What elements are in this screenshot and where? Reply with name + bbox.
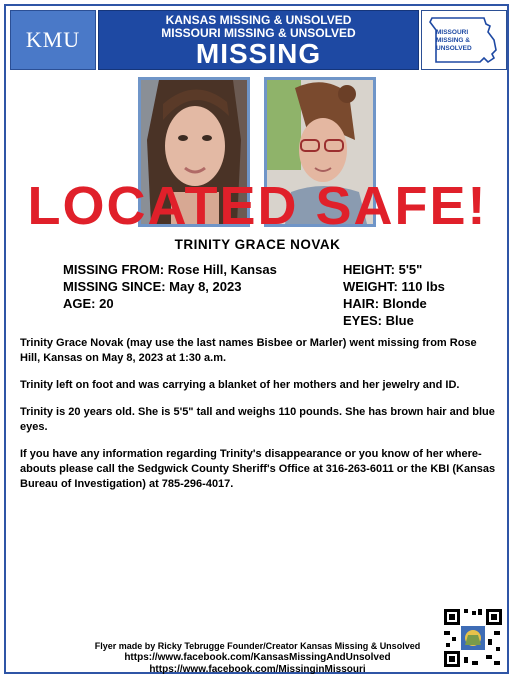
kmu-logo	[10, 10, 96, 70]
missing-from: MISSING FROM: Rose Hill, Kansas	[63, 262, 277, 277]
header-title: MISSING	[195, 38, 322, 69]
weight: WEIGHT: 110 lbs	[343, 279, 445, 294]
located-safe-banner: LOCATED SAFE!	[27, 176, 488, 236]
hair: HAIR: Blonde	[343, 296, 427, 311]
facebook-link-kansas[interactable]: https://www.facebook.com/KansasMissingAndUnsolved	[124, 652, 391, 663]
flyer-credit: Flyer made by Ricky Tebrugge Founder/Creator Kansas Missing & Unsolved	[94, 641, 421, 651]
eyes: EYES: Blue	[343, 313, 414, 328]
age: AGE: 20	[63, 296, 114, 311]
footer	[0, 641, 515, 676]
qr-code[interactable]	[442, 607, 504, 669]
header-line-kansas: KANSAS MISSING & UNSOLVED	[165, 13, 352, 27]
paragraph-left-on-foot: Trinity left on foot and was carrying a blanket of her mothers and her jewelry and ID.	[20, 379, 460, 391]
paragraph-contact: If you have any information regarding Trinity's disappearance or you know of her where-abouts please call the Sedgwick County Sheriff's Office at 316-263-6011 or the KBI (Kansas Bureau of Investigation) at 785-296-4017.	[20, 448, 496, 490]
missouri-logo	[421, 10, 507, 70]
facts-right	[343, 261, 445, 329]
person-name: TRINITY GRACE NOVAK	[174, 237, 341, 252]
paragraph-description: Trinity is 20 years old. She is 5'5" tall and weighs 110 pounds. She has brown hair and blue eyes.	[20, 406, 495, 433]
kmu-logo-text: KMU	[25, 27, 81, 52]
description-body	[20, 336, 496, 504]
height: HEIGHT: 5'5"	[343, 262, 423, 277]
missouri-logo-text: MISSOURI MISSING & UNSOLVED	[436, 29, 472, 52]
missing-since: MISSING SINCE: May 8, 2023	[63, 279, 242, 294]
qr-code-icon	[442, 607, 504, 669]
paragraph-missing: Trinity Grace Novak (may use the last names Bisbee or Marler) went missing from Rose Hill, Kansas on May 8, 2023 at 1:30 a.m.	[20, 337, 477, 364]
header-banner	[98, 10, 419, 70]
facebook-link-missouri[interactable]: https://www.facebook.com/MissinginMissouri	[149, 664, 366, 675]
facts-left	[63, 261, 277, 312]
header-line-missouri: MISSOURI MISSING & UNSOLVED	[161, 26, 356, 40]
